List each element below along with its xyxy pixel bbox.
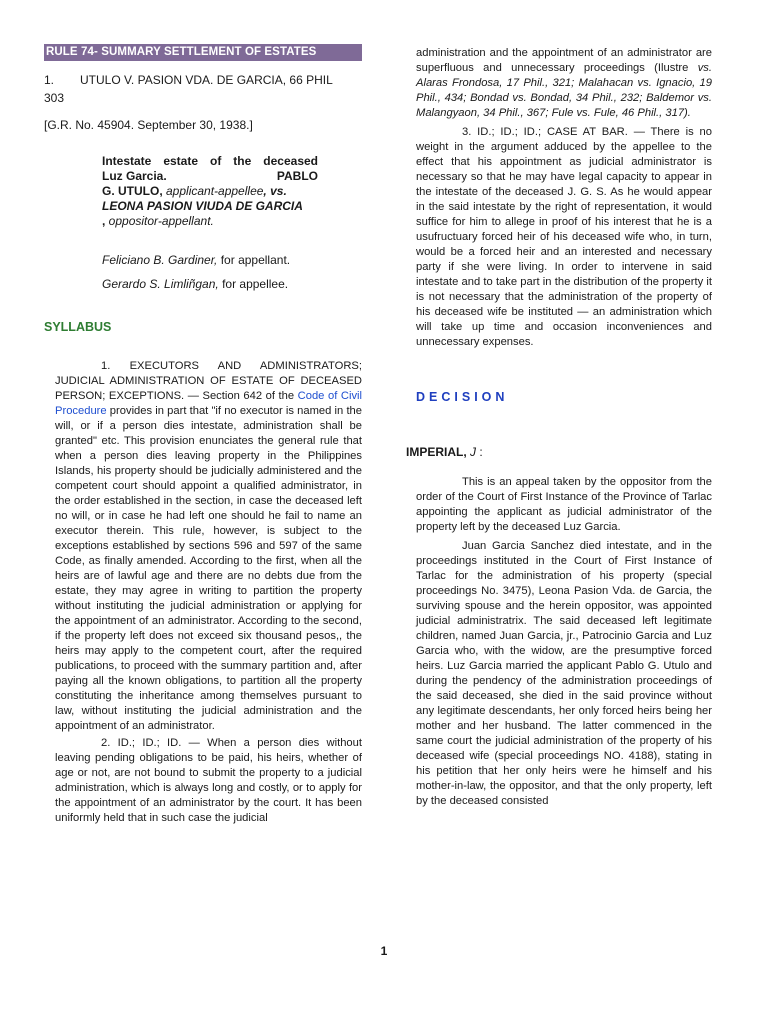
gr-number: [G.R. No. 45904. September 30, 1938.] bbox=[44, 118, 253, 132]
case-number: 1. bbox=[44, 73, 55, 87]
applicant-role: applicant-appellee bbox=[162, 184, 264, 198]
decision-heading: DECISION bbox=[416, 390, 509, 404]
decision-paragraph-2: Juan Garcia Sanchez died intestate, and in the proceedings instituted in the Court of First Instance of Tarlac for the administration of his property (special proceedings No. 3475), Leona Pasion Vda. de Garcia, the surviving spouse and the herein oppositor, was appointed judicial administratrix. The said deceased left legitimate children, named Juan Garcia, jr., Patrocinio Garcia and Luz Garcia who, with the widow, are the presumptive forced heirs. Luz Garcia married the applicant Pablo G. Utulo and during the pendency of the administration proceedings of the said deceased, she died in the said province without any legitimate descendants, her only forced heirs being her mother and her husband. The latter commenced in the same court the judicial administration of the property of his deceased wife (special proceedings NO. 4188), stating in his petition that her only heirs were he himself and his mother-in-law, the oppositor, and that the only property, left by the deceased consisted bbox=[416, 540, 712, 807]
judge-name: IMPERIAL, bbox=[406, 445, 467, 459]
judge-suffix: J bbox=[466, 445, 477, 459]
case-page: 303 bbox=[44, 91, 65, 105]
code-civil-procedure-link[interactable]: Code of Civil Procedure bbox=[55, 390, 363, 417]
syllabus-p2-cont-text: administration and the appointment of an administrator are superfluous and unnecessary proceedings (Ilustre bbox=[416, 47, 712, 74]
case-citation bbox=[44, 71, 362, 107]
oppositor-role: oppositor-appellant. bbox=[105, 214, 214, 228]
right-column bbox=[406, 44, 712, 809]
appellee-counsel-name: Gerardo S. Limliñgan, bbox=[102, 277, 219, 291]
decision-paragraph-1: This is an appeal taken by the oppositor from the order of the Court of First Instance of the Province of Tarlac appointing the applicant as judicial administrator of the property left by the deceased Luz Garcia. bbox=[416, 476, 712, 533]
judge-line bbox=[406, 445, 712, 460]
left-column bbox=[44, 44, 362, 826]
appellant-counsel-role: for appellant. bbox=[217, 253, 291, 267]
syllabus-paragraph-2-cont bbox=[416, 46, 712, 121]
parties-line1: Intestate estate of the deceased bbox=[102, 154, 318, 168]
parties-block bbox=[102, 154, 318, 229]
counsel-block bbox=[102, 253, 362, 292]
parties-line5 bbox=[102, 214, 318, 229]
parties-line2 bbox=[102, 169, 318, 184]
page-number: 1 bbox=[380, 944, 388, 958]
syllabus-paragraph-3: 3. ID.; ID.; ID.; CASE AT BAR. — There is no weight in the argument adduced by the appellee to the effect that his appointment as judicial administrator is necessary so that he may have legal capacity to appear in the intestate of the deceased J. G. S. As he would appear in the said intestate by the right of representation, it would suffice for him to allege in proof of his interest that he is a usufructuary forced heir of his deceased wife who, in turn, would be a forced heir and an interested and necessary party if she were living. In order to intervene in said intestate and to take part in the distribution of the property it is not necessary that the administration of the property of his deceased wife be instituted — an administration which will take up time and occasion inconveniences and unnecessary expenses. bbox=[416, 126, 712, 348]
judge-colon: : bbox=[476, 445, 483, 459]
rule-header: RULE 74- SUMMARY SETTLEMENT OF ESTATES bbox=[44, 44, 362, 61]
appellee-counsel-role: for appellee. bbox=[218, 277, 289, 291]
syllabus-p1-text-cont: provides in part that "if no executor is named in the will, or if a person dies intestate, administration shall be granted" etc. This provision enunciates the general rule that when a person dies leaving property in the Philippines Islands, his property should be judicially administered and the competent court should appoint a qualified administrator, in the order established in the section, in case the deceased left no will, or in case he had left one should he fail to name an executor therein. This rule, however, is subject to the exceptions established by sections 596 and 597 of the same Code, as finally amended. According to the first, when all the heirs are of lawful age and there are no debts due from the estate, they may agree in writing to partition the property without instituting the judicial administration or applying for the appointment of an administrator. According to the second, if the property left does not exceed six thousand pesos,, the heirs may apply to the competent court, after the required publications, to proceed with the summary partition and, after paying all the known obligations, to partition all the property constituting the inheritance among themselves pursuant to law, without instituting the judicial administration and the appointment of an administrator. bbox=[55, 405, 362, 732]
counsel-appellant bbox=[102, 253, 362, 268]
parties-line3 bbox=[102, 184, 318, 199]
deceased-name: Luz Garcia. bbox=[102, 169, 167, 183]
case-name: UTULO V. PASION VDA. DE GARCIA, 66 PHIL bbox=[80, 73, 333, 87]
applicant-first-name: PABLO bbox=[276, 169, 318, 183]
syllabus-paragraph-2: 2. ID.; ID.; ID. — When a person dies without leaving pending obligations to be paid, his heirs, whether of age or not, are not bound to submit the property to a judicial administration, which is always long and costly, or to apply for the appointment of an administrator by the court. It has been uniformly held that in such case the judicial bbox=[55, 737, 362, 824]
counsel-appellee bbox=[102, 277, 362, 292]
comma: , bbox=[102, 214, 106, 228]
appellant-counsel-name: Feliciano B. Gardiner, bbox=[102, 253, 218, 267]
versus-label: , vs. bbox=[263, 184, 287, 198]
syllabus-body bbox=[55, 359, 362, 826]
applicant-last-name: G. UTULO, bbox=[102, 184, 163, 198]
syllabus-paragraph-1 bbox=[55, 359, 362, 734]
syllabus-p2-citations: vs. Alaras Frondosa, 17 Phil., 321; Malahacan vs. Ignacio, 19 Phil., 434; Bondad vs. Bondad, 34 Phil., 232; Baldemor vs. Malangyaon, 34 Phil., 367; Fule vs. Fule, 46 Phil., 317). bbox=[416, 62, 712, 119]
syllabus-p1-text: 1. EXECUTORS AND ADMINISTRATORS; JUDICIAL ADMINISTRATION OF ESTATE OF DECEASED PERSON; EXCEPTIONS. — Section 642 of the bbox=[55, 360, 362, 402]
syllabus-heading: SYLLABUS bbox=[44, 320, 112, 334]
oppositor-name: LEONA PASION VIUDA DE GARCIA bbox=[102, 199, 303, 213]
